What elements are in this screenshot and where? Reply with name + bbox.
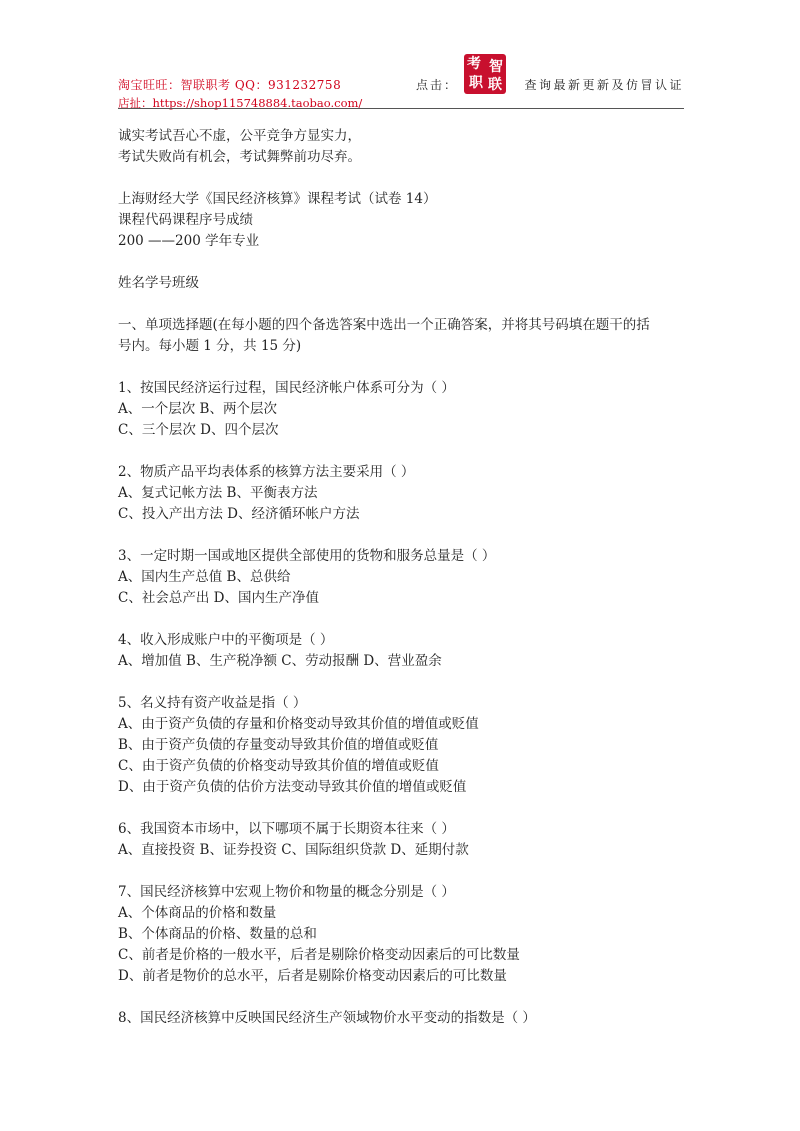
shop-url-link[interactable]: 店扯：https://shop115748884.taobao.com/ bbox=[118, 96, 363, 110]
answer-option-line: C、前者是价格的一般水平，后者是剔除价格变动因素后的可比数量 bbox=[118, 947, 520, 963]
exam-info-row: 200 ——200 学年专业 bbox=[118, 233, 260, 249]
answer-option-line: C、由于资产负债的价格变动导致其价值的增值或贬值 bbox=[118, 758, 439, 774]
question-stem: 5、名义持有资产收益是指（ ） bbox=[118, 695, 307, 711]
answer-option-line: A、个体商品的价格和数量 bbox=[118, 905, 277, 921]
exam-title: 上海财经大学《国民经济核算》课程考试（试卷 14） bbox=[118, 191, 437, 207]
answer-option-line: A、国内生产总值 B、总供给 bbox=[118, 569, 291, 585]
question-stem: 3、一定时期一国或地区提供全部使用的货物和服务总量是（ ） bbox=[118, 548, 496, 564]
answer-option-line: C、社会总产出 D、国内生产净值 bbox=[118, 590, 319, 606]
answer-option-line: C、三个层次 D、四个层次 bbox=[118, 422, 279, 438]
question-list bbox=[118, 357, 688, 1029]
logo-char: 联 bbox=[488, 77, 502, 93]
question-stem: 8、国民经济核算中反映国民经济生产领域物价水平变动的指数是（ ） bbox=[118, 1010, 536, 1026]
answer-option-line: C、投入产出方法 D、经济循环帐户方法 bbox=[118, 506, 360, 522]
question-stem: 2、物质产品平均表体系的核算方法主要采用（ ） bbox=[118, 464, 415, 480]
shop-contact-text: 淘宝旺旺：智联职考 QQ：931232758 bbox=[118, 78, 342, 92]
section-heading: 号内。每小题 1 分，共 15 分) bbox=[118, 338, 302, 354]
motto-line: 诚实考试吾心不虚，公平竞争方显实力， bbox=[118, 128, 361, 144]
section-heading: 一、单项选择题(在每小题的四个备选答案中选出一个正确答案，并将其号码填在题干的括 bbox=[118, 317, 650, 333]
answer-option-line: A、复式记帐方法 B、平衡表方法 bbox=[118, 485, 318, 501]
exam-info-row: 姓名学号班级 bbox=[118, 275, 199, 291]
logo-char: 职 bbox=[469, 75, 483, 91]
exam-info-row: 课程代码课程序号成绩 bbox=[118, 212, 253, 228]
answer-option-line: D、由于资产负债的估价方法变动导致其价值的增值或贬值 bbox=[118, 779, 467, 795]
answer-option-line: A、一个层次 B、两个层次 bbox=[118, 401, 277, 417]
answer-option-line: B、由于资产负债的存量变动导致其价值的增值或贬值 bbox=[118, 737, 439, 753]
question-stem: 4、收入形成账户中的平衡项是（ ） bbox=[118, 632, 334, 648]
question-stem: 7、国民经济核算中宏观上物价和物量的概念分别是（ ） bbox=[118, 884, 455, 900]
logo-char: 考 bbox=[467, 56, 481, 72]
header-divider bbox=[118, 108, 684, 109]
verify-link[interactable]: 查询最新更新及仿冒认证 bbox=[524, 78, 684, 92]
zhilian-logo[interactable] bbox=[464, 54, 506, 94]
logo-char: 智 bbox=[489, 59, 503, 75]
question-stem: 1、按国民经济运行过程，国民经济帐户体系可分为（ ） bbox=[118, 380, 455, 396]
motto-line: 考试失败尚有机会，考试舞弊前功尽弃。 bbox=[118, 149, 361, 165]
answer-option-line: B、个体商品的价格、数量的总和 bbox=[118, 926, 317, 942]
page-header bbox=[118, 46, 684, 108]
document-body bbox=[118, 126, 688, 1029]
answer-option-line: A、增加值 B、生产税净额 C、劳动报酬 D、营业盈余 bbox=[118, 653, 442, 669]
click-label: 点击： bbox=[416, 78, 459, 92]
question-stem: 6、我国资本市场中，以下哪项不属于长期资本往来（ ） bbox=[118, 821, 455, 837]
answer-option-line: A、直接投资 B、证券投资 C、国际组织贷款 D、延期付款 bbox=[118, 842, 469, 858]
answer-option-line: D、前者是物价的总水平，后者是剔除价格变动因素后的可比数量 bbox=[118, 968, 507, 984]
answer-option-line: A、由于资产负债的存量和价格变动导致其价值的增值或贬值 bbox=[118, 716, 479, 732]
